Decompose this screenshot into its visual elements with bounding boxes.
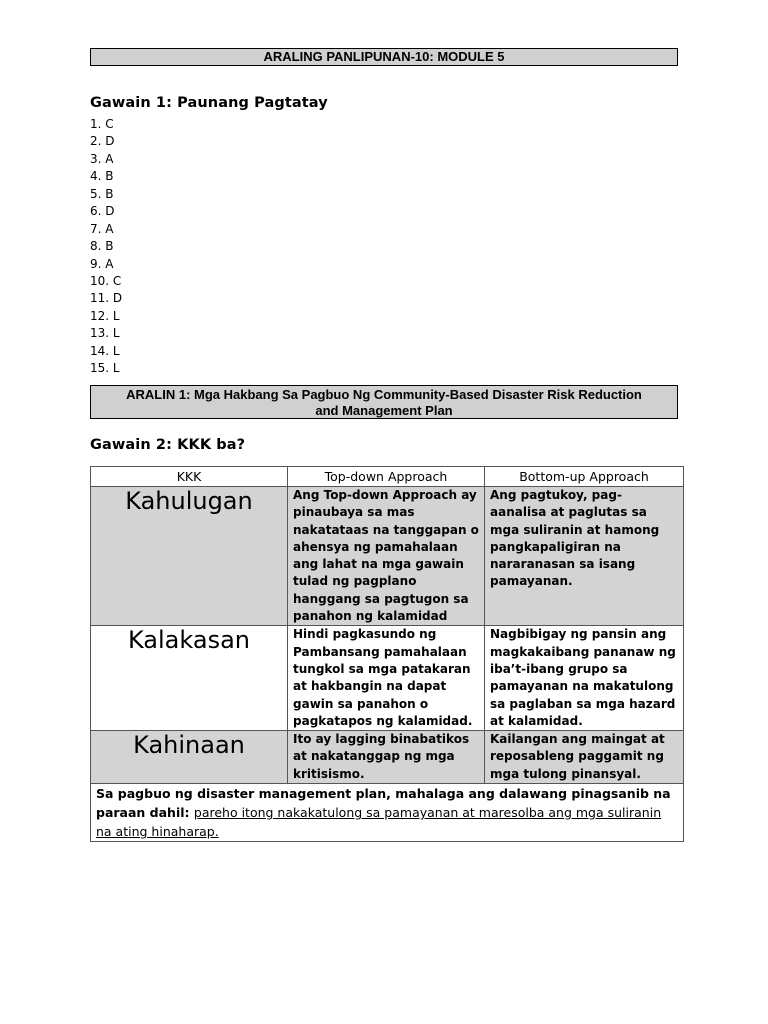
header-kkk: KKK [91,467,288,487]
table-row [91,626,684,731]
gawain2-heading: Gawain 2: KKK ba? [90,437,246,453]
note-prefix: Sa pagbuo ng disaster management plan, mahalaga ang dalawang pinagsanib na paraan dahil: [96,786,671,821]
table-note-row [91,784,684,842]
row-term: Kalakasan [91,626,288,731]
row-term: Kahulugan [91,487,288,626]
answer-list [90,116,122,378]
answer-item: 5. B [90,186,114,201]
answer-item: 12. L [90,308,120,323]
answer-item: 8. B [90,239,114,254]
aralin-title-line2: and Management Plan [315,403,453,418]
answer-item: 10. C [90,273,122,288]
header-bottom-up: Bottom-up Approach [485,467,684,487]
aralin-title-line1: ARALIN 1: Mga Hakbang Sa Pagbuo Ng Community-Based Disaster Risk Reduction [126,387,642,402]
gawain1-heading: Gawain 1: Paunang Pagtatay [90,95,328,111]
answer-item: 4. B [90,169,114,184]
answer-item: 9. A [90,256,114,271]
answer-item: 13. L [90,326,120,341]
module-title: ARALING PANLIPUNAN-10: MODULE 5 [263,49,505,64]
table-note [91,784,684,842]
answer-item: 15. L [90,361,120,376]
answer-item: 11. D [90,291,123,306]
answer-item: 14. L [90,343,120,358]
bottom-up-cell: Kailangan ang maingat at reposableng paggamit ng mga tulong pinansyal. [485,731,684,784]
answer-item: 1. C [90,117,114,131]
aralin-title-bar [90,385,678,419]
table-row [91,731,684,784]
top-down-cell: Ang Top-down Approach ay pinaubaya sa mas nakatataas na tanggapan o ahensya ng pamahalaan ang lahat na mga gawain tulad ng pagplano hanggang sa pagtugon sa panahon ng kalamidad [288,487,485,626]
top-down-cell: Hindi pagkasundo ng Pambansang pamahalaan tungkol sa mga patakaran at hakbangin na dapat gawin sa panahon o pagkatapos ng kalamidad. [288,626,485,731]
note-answer: pareho itong nakakatulong sa pamayanan at maresolba ang mga suliranin na ating hinaharap. [96,805,662,840]
answer-item: 7. A [90,221,114,236]
module-title-bar [90,48,678,66]
bottom-up-cell: Ang pagtukoy, pag-aanalisa at paglutas sa mga suliranin at hamong pangkapaligiran na nararanasan sa isang pamayanan. [485,487,684,626]
answer-item: 2. D [90,134,115,149]
bottom-up-cell: Nagbibigay ng pansin ang magkakaibang pananaw ng iba’t-ibang grupo sa pamayanan na makatulong sa paglaban sa mga hazard at kalamidad. [485,626,684,731]
kkk-table [90,466,684,842]
row-term: Kahinaan [91,731,288,784]
answer-item: 3. A [90,151,114,166]
top-down-cell: Ito ay lagging binabatikos at nakatanggap ng mga kritisismo. [288,731,485,784]
table-header-row [91,467,684,487]
answer-item: 6. D [90,204,115,219]
header-top-down: Top-down Approach [288,467,485,487]
table-row [91,487,684,626]
